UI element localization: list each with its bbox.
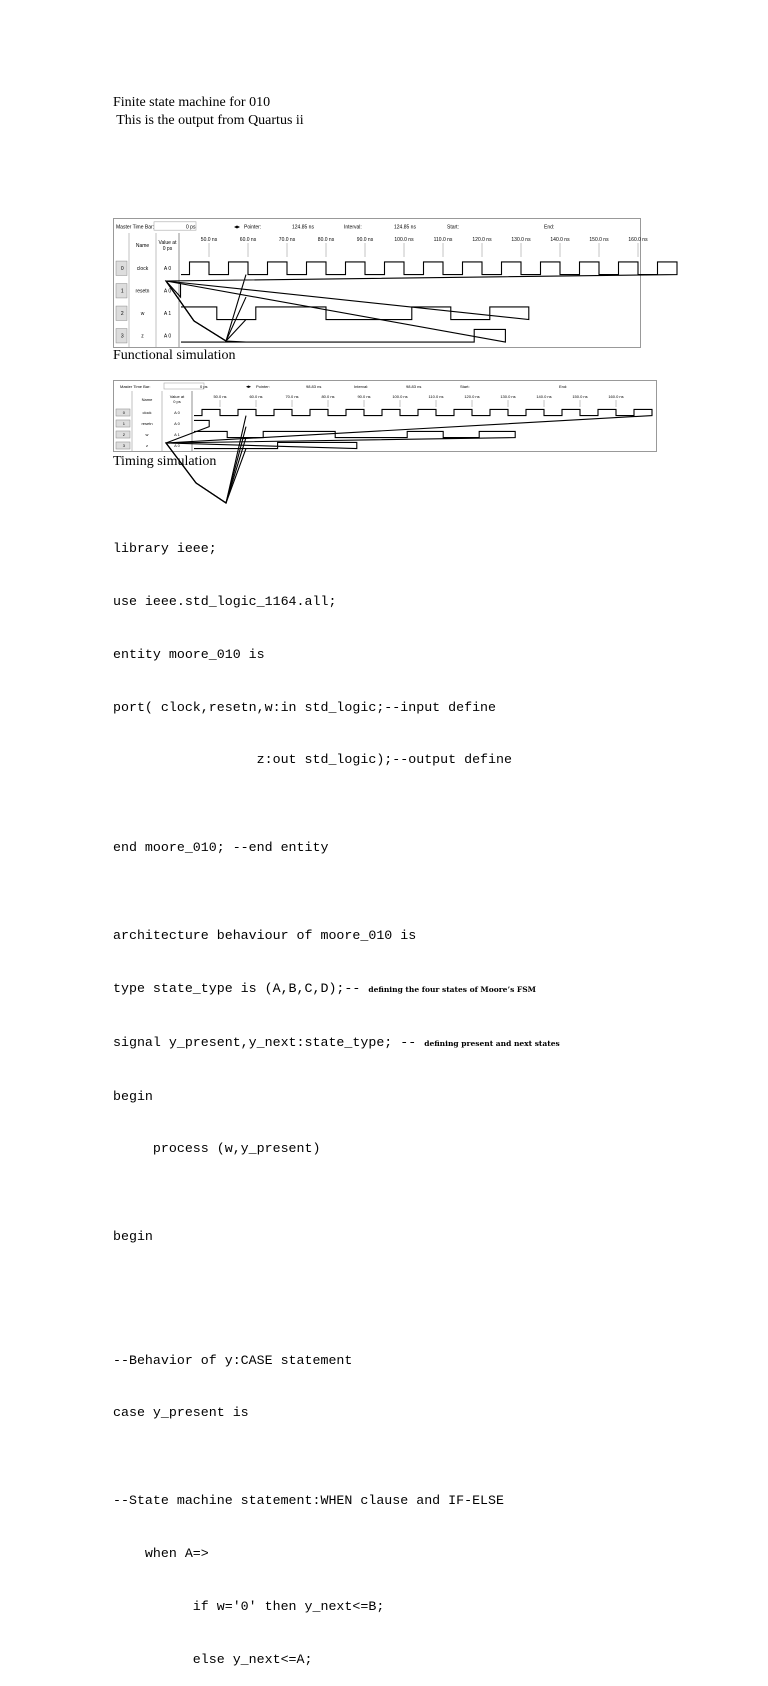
- time-tick-label: 50.0 ns: [213, 394, 227, 399]
- signal-name: resetn: [141, 420, 153, 426]
- time-tick-label: 70.0 ns: [278, 237, 296, 243]
- functional-simulation-waveform: [113, 218, 648, 348]
- master-time-bar-label: Master Time Bar:: [116, 224, 155, 231]
- time-tick-label: 140.0 ns: [536, 394, 552, 399]
- doc-title-line2: This is the output from Quartus ii: [113, 113, 304, 128]
- time-tick-label: 110.0 ns: [428, 394, 444, 399]
- time-tick-label: 160.0 ns: [628, 237, 648, 243]
- code-line-signal: [113, 1034, 560, 1053]
- signal-index: 3: [120, 333, 124, 340]
- time-tick-label: 120.0 ns: [472, 237, 492, 243]
- time-tick-label: 150.0 ns: [589, 237, 609, 243]
- time-tick-label: 90.0 ns: [357, 394, 371, 399]
- time-tick-label: 130.0 ns: [511, 237, 531, 243]
- code-signal-comment: defining present and next states: [424, 1038, 560, 1048]
- signal-value: A 0: [163, 288, 172, 295]
- signal-name: clock: [136, 266, 149, 272]
- value-header-line2: 0 ps: [173, 399, 181, 404]
- start-label: Start:: [447, 224, 459, 231]
- code-signal-text: signal y_present,y_next:state_type; --: [113, 1034, 425, 1050]
- end-label: End:: [559, 383, 568, 389]
- time-tick-label: 160.0 ns: [608, 394, 624, 399]
- signal-index: 1: [120, 288, 124, 295]
- clock-waveform: [163, 262, 677, 341]
- signal-value: A 0: [174, 420, 180, 426]
- time-tick-label: 140.0 ns: [550, 237, 570, 243]
- code-line: library ieee;: [113, 541, 217, 557]
- code-line: architecture behaviour of moore_010 is: [113, 928, 417, 944]
- time-tick-label: 90.0 ns: [356, 237, 374, 243]
- master-time-value: 0 ps: [186, 224, 196, 231]
- master-time-value: 0 ps: [200, 383, 208, 389]
- timing-simulation-caption: Timing simulation: [113, 454, 217, 469]
- code-line: use ieee.std_logic_1164.all;: [113, 593, 337, 609]
- time-tick-label: 60.0 ns: [239, 237, 257, 243]
- time-bar-arrows-icon: ◂▸: [246, 383, 252, 390]
- code-line: --State machine statement:WHEN clause and IF-ELSE: [113, 1493, 504, 1509]
- interval-label: Interval:: [344, 224, 362, 231]
- code-line-type: [113, 980, 560, 999]
- interval-value: 98.83 ns: [406, 383, 422, 389]
- code-line: when A=>: [113, 1546, 209, 1562]
- time-bar-arrows-icon: ◂▸: [234, 223, 241, 231]
- code-line: entity moore_010 is: [113, 646, 265, 662]
- signal-value: A 0: [174, 409, 180, 415]
- signal-index: 0: [122, 409, 126, 415]
- signal-index: 0: [120, 266, 124, 272]
- name-header: Name: [135, 243, 150, 249]
- pointer-value: 98.83 ns: [306, 383, 322, 389]
- timing-waveform-svg: [114, 381, 656, 451]
- time-tick-label: 100.0 ns: [394, 237, 414, 243]
- code-line: begin: [113, 1229, 153, 1245]
- pointer-value: 124.85 ns: [292, 224, 314, 231]
- time-tick-label: 50.0 ns: [200, 237, 218, 243]
- functional-waveform-svg: [114, 219, 648, 347]
- start-label: Start:: [460, 383, 470, 389]
- interval-value: 124.85 ns: [394, 224, 416, 231]
- doc-title-line1: Finite state machine for 010: [113, 95, 271, 110]
- functional-simulation-caption: Functional simulation: [113, 348, 236, 363]
- time-tick-label: 80.0 ns: [317, 237, 335, 243]
- code-line: begin: [113, 1088, 153, 1104]
- z-waveform: [166, 442, 357, 503]
- code-line: process (w,y_present): [113, 1141, 321, 1157]
- signal-value: A 1: [163, 311, 172, 317]
- code-type-comment: defining the four states of Moore’s FSM: [368, 985, 536, 995]
- timing-simulation-waveform: [113, 380, 657, 452]
- signal-value: A 0: [163, 266, 172, 272]
- master-time-bar-label: Master Time Bar:: [120, 383, 151, 389]
- signal-value: A 0: [163, 333, 172, 340]
- vhdl-code-block-1: [113, 505, 560, 1686]
- code-line: end moore_010; --end entity: [113, 840, 329, 856]
- code-line: else y_next<=A;: [113, 1651, 313, 1667]
- time-tick-label: 100.0 ns: [392, 394, 408, 399]
- time-tick-label: 120.0 ns: [464, 394, 480, 399]
- signal-name: w: [145, 431, 149, 437]
- end-label: End:: [544, 224, 555, 231]
- signal-name: clock: [142, 409, 152, 415]
- clock-waveform: [166, 409, 652, 503]
- signal-index: 2: [120, 311, 124, 317]
- time-tick-label: 60.0 ns: [249, 394, 263, 399]
- signal-name: w: [140, 311, 145, 317]
- signal-value: A 1: [174, 431, 180, 437]
- signal-name: z: [146, 442, 148, 448]
- code-line: z:out std_logic);--output define: [113, 752, 512, 768]
- name-header: Name: [141, 397, 153, 402]
- code-type-text: type state_type is (A,B,C,D);--: [113, 981, 369, 997]
- code-line: if w='0' then y_next<=B;: [113, 1598, 385, 1614]
- value-header-line1: Value at: [169, 394, 185, 399]
- pointer-label: Pointer:: [256, 383, 270, 389]
- signal-index: 1: [122, 420, 126, 426]
- signal-name: z: [141, 333, 144, 340]
- interval-label: Interval:: [354, 383, 369, 389]
- time-tick-label: 80.0 ns: [321, 394, 335, 399]
- time-tick-label: 150.0 ns: [572, 394, 588, 399]
- code-line: port( clock,resetn,w:in std_logic;--input define: [113, 699, 497, 715]
- time-tick-label: 130.0 ns: [500, 394, 516, 399]
- value-header-line1: Value at: [158, 240, 177, 246]
- value-header-line2: 0 ps: [162, 246, 173, 252]
- signal-index: 3: [122, 442, 126, 448]
- signal-value: A 0: [174, 442, 180, 448]
- signal-index: 2: [122, 431, 126, 437]
- signal-name: resetn: [135, 288, 150, 295]
- time-tick-label: 70.0 ns: [285, 394, 299, 399]
- code-line: case y_present is: [113, 1405, 249, 1421]
- pointer-label: Pointer:: [244, 224, 262, 231]
- code-line: --Behavior of y:CASE statement: [113, 1352, 353, 1368]
- time-tick-label: 110.0 ns: [433, 237, 453, 243]
- master-time-field: [164, 383, 204, 389]
